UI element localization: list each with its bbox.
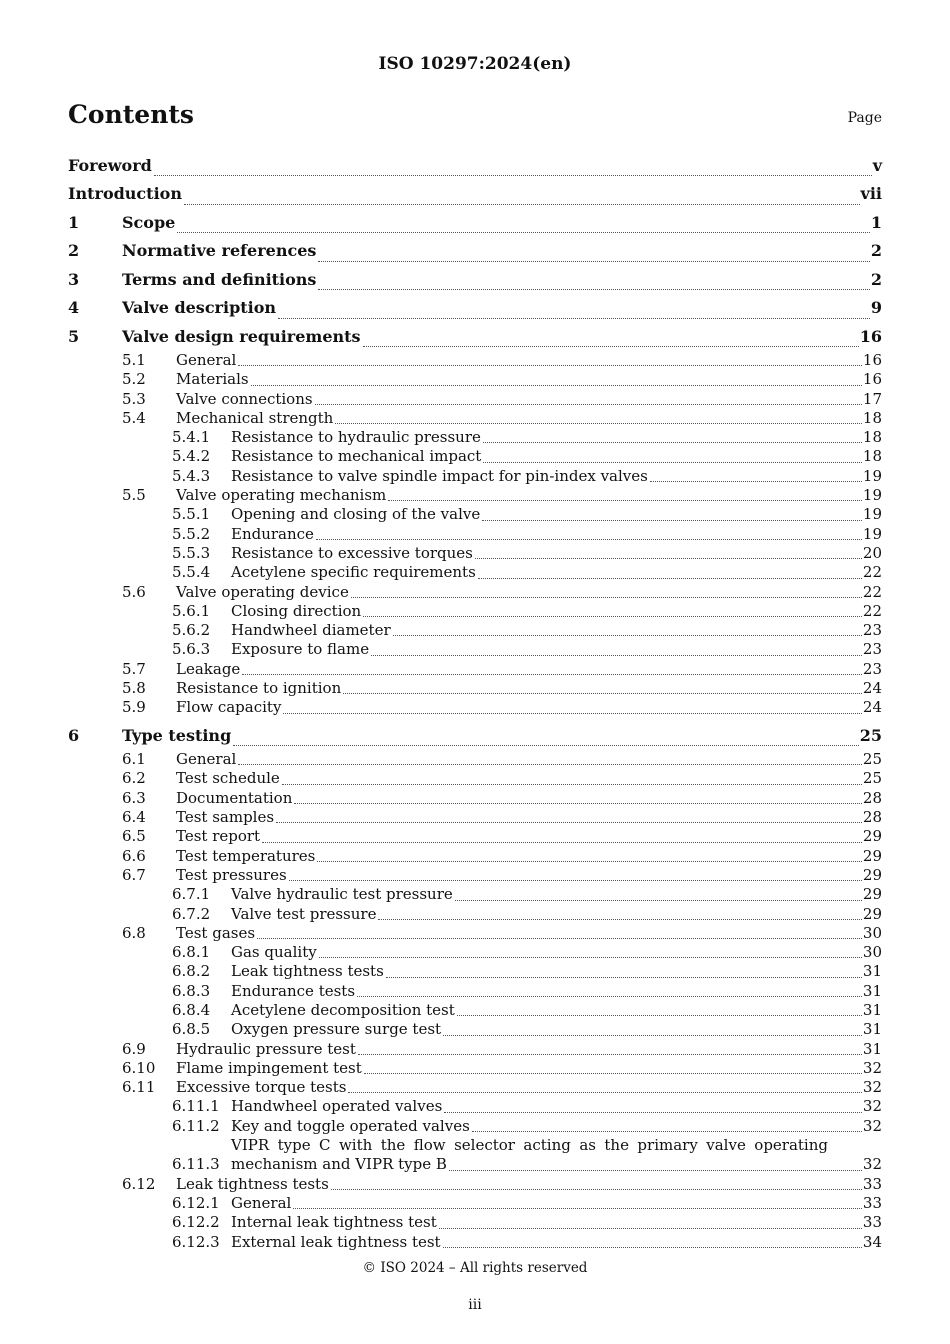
toc-entry-page: 30: [862, 943, 882, 962]
toc-entry-page: 31: [862, 981, 882, 1000]
toc-entry[interactable]: [68, 237, 882, 266]
toc-entry-number: 6.5: [122, 827, 146, 846]
toc-entry-title: Mechanical strength: [176, 408, 334, 427]
dot-leader: [443, 1035, 862, 1036]
toc-entry-page: 33: [862, 1213, 882, 1232]
dot-leader: [257, 938, 862, 939]
toc-entry-page: 24: [862, 679, 882, 698]
toc-entry-number: 5.9: [122, 698, 146, 717]
dot-leader: [283, 713, 861, 714]
toc-entry-page: 29: [862, 904, 882, 923]
toc-entry-title: Test samples: [176, 808, 275, 827]
toc-entry-title: Handwheel diameter: [231, 621, 391, 640]
toc-entry-title: Test schedule: [176, 769, 280, 788]
toc-entry-title: Valve test pressure: [231, 904, 377, 923]
dot-leader: [233, 745, 858, 746]
dot-leader: [278, 318, 870, 319]
dot-leader: [363, 346, 859, 347]
toc-entry-title: External leak tightness test: [231, 1232, 441, 1251]
toc-entry-page: 22: [862, 563, 882, 582]
toc-entry-title: Resistance to valve spindle impact for pin-index valves: [231, 466, 648, 485]
toc-entry-title: Resistance to hydraulic pressure: [231, 428, 481, 447]
toc-entry[interactable]: [68, 486, 882, 505]
toc-entry-title: Scope: [122, 212, 176, 232]
toc-entry-page: 2: [870, 269, 882, 289]
toc-entry[interactable]: [68, 544, 882, 563]
dot-leader: [262, 842, 862, 843]
dot-leader: [348, 1092, 861, 1093]
toc-entry-page: 22: [862, 582, 882, 601]
toc-entry-title: Internal leak tightness test: [231, 1213, 437, 1232]
toc-entry-number: 3: [68, 269, 80, 289]
toc-entry-title: General: [176, 750, 237, 769]
dot-leader: [282, 784, 862, 785]
toc-entry-page: 33: [862, 1174, 882, 1193]
toc-entry-title: Acetylene specific requirements: [231, 563, 476, 582]
toc-entry-number: 1: [68, 212, 80, 232]
toc-entry-page: 18: [862, 447, 882, 466]
toc-entry-number: 5.5: [122, 486, 146, 505]
toc-entry-number: 5.5.3: [172, 543, 211, 562]
toc-entry-page: 29: [862, 827, 882, 846]
dot-leader: [455, 900, 862, 901]
toc-entry-number: 6.8.5: [172, 1020, 211, 1039]
toc-entry-page: 29: [862, 885, 882, 904]
dot-leader: [315, 404, 862, 405]
dot-leader: [478, 578, 862, 579]
toc-entry[interactable]: [68, 583, 882, 602]
toc-entry[interactable]: [68, 1078, 882, 1097]
toc-entry[interactable]: [68, 294, 882, 323]
toc-entry-title: Endurance: [231, 524, 314, 543]
toc-entry[interactable]: [68, 1097, 882, 1116]
toc-entry-number: 6.8: [122, 923, 146, 942]
toc-entry-page: 31: [862, 1020, 882, 1039]
dot-leader: [439, 1228, 862, 1229]
toc-entry[interactable]: [68, 152, 882, 180]
toc-entry-page: 2: [870, 241, 882, 260]
toc-entry-page: 32: [862, 1097, 882, 1116]
dot-leader: [238, 365, 862, 366]
toc-entry[interactable]: [68, 525, 882, 544]
toc-entry-page: 19: [862, 466, 882, 485]
toc-entry-page: 31: [862, 1039, 882, 1058]
toc-entry-number: 6.2: [122, 769, 146, 788]
toc-entry[interactable]: [68, 1175, 882, 1194]
toc-entry-title: Exposure to flame: [231, 640, 370, 659]
toc-entry[interactable]: [68, 1117, 882, 1136]
toc-entry-number: 5.4: [122, 408, 146, 427]
toc-entry-number: 6.12: [122, 1174, 156, 1193]
toc-entry-number: 5.6.3: [172, 640, 211, 659]
dot-leader: [276, 822, 862, 823]
toc-entry-number: 5.2: [122, 370, 146, 389]
toc-entry-number: 5.6.1: [172, 601, 211, 620]
toc-entry-page: 19: [862, 505, 882, 524]
toc-entry-page: 18: [862, 408, 882, 427]
dot-leader: [293, 1208, 862, 1209]
toc-entry[interactable]: [68, 1233, 882, 1252]
toc-entry-page: 23: [862, 621, 882, 640]
toc-entry-title: Test gases: [176, 923, 256, 942]
toc-entry[interactable]: [68, 390, 882, 409]
toc-entry-number: 6.8.4: [172, 1001, 211, 1019]
toc-entry-number: 6.7.1: [172, 885, 211, 904]
dot-leader: [371, 655, 862, 656]
toc-entry-number: 5.7: [122, 659, 146, 678]
toc-entry-number: 5.4.1: [172, 428, 211, 447]
toc-entry[interactable]: [68, 1040, 882, 1059]
toc-entry-number: 5.5.2: [172, 524, 211, 543]
toc-entry[interactable]: [68, 351, 882, 370]
toc-entry-title: Valve description: [122, 298, 277, 317]
toc-entry-title: Flow capacity: [176, 698, 282, 717]
dot-leader: [316, 539, 862, 540]
toc-entry[interactable]: [68, 621, 882, 640]
toc-entry-number: 6.1: [122, 750, 146, 769]
toc-entry[interactable]: [68, 563, 882, 582]
dot-leader: [449, 1170, 862, 1171]
toc-entry-title: Handwheel operated valves: [231, 1097, 443, 1116]
toc-entry-page: 19: [862, 486, 882, 505]
toc-entry-number: 5: [68, 326, 80, 346]
dot-leader: [317, 861, 862, 862]
toc-entry-number: 6.11.2: [172, 1116, 220, 1135]
toc-entry-title: Oxygen pressure surge test: [231, 1020, 442, 1039]
dot-leader: [331, 1189, 862, 1190]
dot-leader: [444, 1112, 862, 1113]
toc-entry-number: 6.10: [122, 1058, 156, 1077]
toc-entry-number: 5.5.4: [172, 563, 211, 582]
toc-entry-title: Leakage: [176, 659, 241, 678]
toc-entry-number: 6.7.2: [172, 904, 211, 923]
toc-entry-number: 6.3: [122, 788, 146, 807]
toc-entry[interactable]: [68, 1213, 882, 1232]
toc-entry[interactable]: [68, 866, 882, 885]
toc-entry-number: 5.4.3: [172, 466, 211, 485]
toc-entry-page: 32: [862, 1058, 882, 1077]
toc-entry-title: Key and toggle operated valves: [231, 1116, 470, 1135]
toc-entry-page: 29: [862, 846, 882, 865]
toc-entry-number: 5.8: [122, 679, 146, 698]
toc-entry-page: 23: [862, 640, 882, 659]
toc-entry-number: 5.5.1: [172, 505, 211, 524]
toc-entry-title: Test report: [176, 827, 261, 846]
toc-entry[interactable]: [68, 808, 882, 827]
toc-entry-title: Valve operating device: [176, 582, 349, 601]
toc-entry-title: Foreword: [68, 155, 152, 175]
toc-entry-title: Leak tightness tests: [176, 1174, 329, 1193]
toc-entry-title: VIPR type C with the flow selector acting as the primary valve operating: [231, 1136, 828, 1155]
toc-entry[interactable]: [68, 209, 882, 238]
toc-entry-page: 22: [862, 601, 882, 620]
toc-entry-title: Valve connections: [176, 389, 313, 408]
toc-entry-page: 25: [862, 769, 882, 788]
dot-leader: [393, 635, 862, 636]
toc-entry-number: 6.6: [122, 846, 146, 865]
toc-entry[interactable]: [68, 1059, 882, 1078]
dot-leader: [343, 693, 862, 694]
toc-entry-title: Type testing: [122, 725, 232, 745]
dot-leader: [650, 481, 862, 482]
copyright-footer: © ISO 2024 – All rights reserved: [362, 1260, 588, 1276]
toc-entry[interactable]: [68, 789, 882, 808]
dot-leader: [443, 1247, 862, 1248]
toc-entry-title: Gas quality: [231, 943, 317, 962]
toc-entry-number: 6.12.2: [172, 1213, 220, 1232]
toc-entry-number: 2: [68, 241, 80, 260]
toc-entry-title: Terms and definitions: [122, 269, 317, 289]
toc-entry[interactable]: [68, 602, 882, 621]
toc-entry-title: Valve hydraulic test pressure: [231, 885, 453, 904]
dot-leader: [335, 423, 862, 424]
page-number: iii: [468, 1297, 482, 1313]
toc-entry-title: Resistance to mechanical impact: [231, 447, 482, 466]
toc-entry[interactable]: [68, 660, 882, 679]
dot-leader: [386, 977, 862, 978]
toc-entry-number: 5.1: [122, 351, 146, 369]
contents-heading: Contents: [68, 100, 195, 129]
toc-entry-page: 28: [862, 788, 882, 807]
toc-entry-title: Resistance to ignition: [176, 679, 342, 698]
toc-entry[interactable]: [68, 266, 882, 295]
toc-entry-title: Endurance tests: [231, 981, 356, 1000]
toc-entry-title: Normative references: [122, 241, 317, 260]
toc-entry[interactable]: [68, 982, 882, 1001]
toc-entry-page: 20: [862, 543, 882, 562]
dot-leader: [184, 204, 860, 205]
dot-leader: [483, 462, 862, 463]
page-column-heading: Page: [847, 110, 882, 126]
toc-entry-page: 32: [862, 1116, 882, 1135]
toc-entry[interactable]: [68, 467, 882, 486]
toc-entry-page: 32: [862, 1155, 882, 1174]
toc-entry[interactable]: [68, 447, 882, 466]
toc-entry-page: 1: [870, 212, 882, 232]
dot-leader: [483, 442, 862, 443]
toc-entry[interactable]: [68, 505, 882, 524]
toc-entry[interactable]: [68, 640, 882, 659]
dot-leader: [378, 919, 861, 920]
toc-entry-title: Flame impingement test: [176, 1058, 362, 1077]
toc-entry-number: 6.8.3: [172, 981, 211, 1000]
toc-entry[interactable]: [68, 428, 882, 447]
dot-leader: [318, 261, 869, 262]
toc-entry[interactable]: [68, 698, 882, 717]
toc-entry-number: 6.11: [122, 1078, 156, 1097]
toc-entry-number: 5.3: [122, 389, 146, 408]
toc-entry-page: 25: [859, 725, 882, 745]
toc-entry[interactable]: [68, 1020, 882, 1039]
toc-entry[interactable]: [68, 924, 882, 943]
toc-entry-page: 30: [862, 923, 882, 942]
dot-leader: [364, 1073, 862, 1074]
toc-entry-number: 6: [68, 725, 80, 745]
toc-entry-number: 6.7: [122, 865, 146, 884]
toc-entry[interactable]: [68, 1194, 882, 1213]
toc-entry[interactable]: [68, 1001, 882, 1020]
toc-entry-page: 9: [870, 298, 882, 317]
toc-entry-page: 16: [862, 351, 882, 369]
toc-entry[interactable]: [68, 827, 882, 846]
toc-entry-title: Test temperatures: [176, 846, 316, 865]
toc-entry[interactable]: [68, 943, 882, 962]
toc-entry[interactable]: [68, 323, 882, 352]
toc-entry-page: v: [872, 155, 882, 175]
toc-entry[interactable]: [68, 750, 882, 769]
dot-leader: [318, 289, 869, 290]
dot-leader: [358, 1054, 862, 1055]
toc-entry-title: Opening and closing of the valve: [231, 505, 481, 524]
dot-leader: [238, 764, 862, 765]
toc-entry-title: General: [231, 1193, 292, 1212]
toc-entry-title: Materials: [176, 370, 249, 389]
toc-entry-page: 25: [862, 750, 882, 769]
toc-entry-title: Leak tightness tests: [231, 962, 384, 981]
toc-entry-number: 6.11.3: [172, 1155, 220, 1174]
toc-entry[interactable]: [68, 370, 882, 389]
toc-entry-page: 24: [862, 698, 882, 717]
toc-entry-page: 16: [862, 370, 882, 389]
dot-leader: [289, 880, 862, 881]
dot-leader: [482, 520, 862, 521]
toc-entry-title: General: [176, 351, 237, 369]
toc-entry-page: vii: [860, 184, 882, 203]
toc-entry-number: 6.12.1: [172, 1193, 220, 1212]
toc-entry-page: 16: [859, 326, 882, 346]
toc-entry-page: 28: [862, 808, 882, 827]
dot-leader: [475, 558, 862, 559]
dot-leader: [154, 175, 872, 176]
dot-leader: [319, 957, 862, 958]
toc-entry-number: 4: [68, 298, 80, 317]
toc-entry-number: 5.6.2: [172, 621, 211, 640]
toc-entry-number: 6.8.2: [172, 962, 211, 981]
toc-entry-number: 6.8.1: [172, 943, 211, 962]
toc-entry-page: 34: [862, 1232, 882, 1251]
toc-entry-number: 5.4.2: [172, 447, 211, 466]
dot-leader: [251, 385, 862, 386]
toc-entry-page: 32: [862, 1078, 882, 1097]
toc-entry-page: 31: [862, 962, 882, 981]
dot-leader: [351, 597, 862, 598]
toc-entry[interactable]: [68, 885, 882, 904]
toc-entry-page: 29: [862, 865, 882, 884]
toc-entry-title: Acetylene decomposition test: [231, 1001, 455, 1019]
toc-entry-page: 19: [862, 524, 882, 543]
toc-entry-title: Test pressures: [176, 865, 287, 884]
dot-leader: [294, 803, 862, 804]
toc-entry[interactable]: [68, 1136, 882, 1175]
toc-entry-number: 6.12.3: [172, 1232, 220, 1251]
toc-entry-title: Introduction: [68, 184, 182, 203]
toc-entry[interactable]: [68, 180, 882, 209]
toc-entry[interactable]: [68, 722, 882, 751]
table-of-contents: [68, 152, 882, 1252]
toc-entry-title-continued: mechanism and VIPR type B: [231, 1155, 447, 1174]
dot-leader: [242, 674, 862, 675]
toc-entry-page: 23: [862, 659, 882, 678]
toc-entry-page: 18: [862, 428, 882, 447]
toc-entry[interactable]: [68, 769, 882, 788]
dot-leader: [472, 1131, 862, 1132]
toc-entry-page: 33: [862, 1193, 882, 1212]
dot-leader: [457, 1015, 862, 1016]
toc-entry-number: 6.4: [122, 808, 146, 827]
toc-entry-page: 31: [862, 1001, 882, 1019]
dot-leader: [363, 616, 862, 617]
toc-entry-title: Resistance to excessive torques: [231, 543, 473, 562]
toc-entry-page: 17: [862, 389, 882, 408]
dot-leader: [388, 500, 862, 501]
dot-leader: [177, 232, 870, 233]
toc-entry[interactable]: [68, 962, 882, 981]
toc-entry-title: Hydraulic pressure test: [176, 1039, 356, 1058]
toc-entry-number: 5.6: [122, 582, 146, 601]
toc-entry[interactable]: [68, 679, 882, 698]
document-id-header: ISO 10297:2024(en): [378, 54, 572, 74]
dot-leader: [357, 996, 862, 997]
toc-entry-title: Closing direction: [231, 601, 362, 620]
toc-entry-title: Valve design requirements: [122, 326, 361, 346]
toc-entry[interactable]: [68, 905, 882, 924]
toc-entry-number: 6.11.1: [172, 1097, 220, 1116]
toc-entry-number: 6.9: [122, 1039, 146, 1058]
toc-entry-title: Documentation: [176, 788, 293, 807]
toc-entry-title: Excessive torque tests: [176, 1078, 347, 1097]
toc-entry[interactable]: [68, 847, 882, 866]
toc-entry[interactable]: [68, 409, 882, 428]
toc-entry-title: Valve operating mechanism: [176, 486, 387, 505]
